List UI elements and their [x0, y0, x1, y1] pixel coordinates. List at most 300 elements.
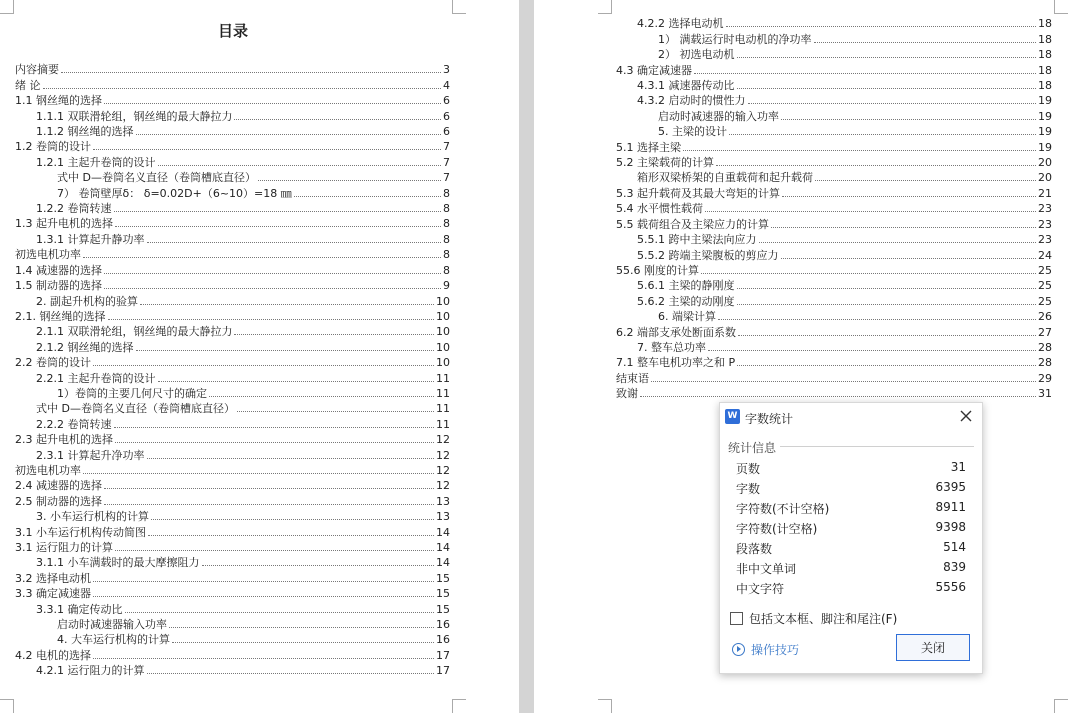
stat-row-non-chinese-words	[736, 560, 966, 580]
toc-entry-page-number: 18	[1038, 32, 1052, 46]
toc-leader-dots	[136, 350, 435, 351]
toc-entry-text: 5.5 载荷组合及主梁应力的计算	[616, 217, 769, 231]
toc-entry[interactable]	[616, 107, 1052, 122]
toc-leader-dots	[93, 596, 434, 597]
toc-leader-dots	[234, 334, 434, 335]
toc-leader-dots	[737, 57, 1037, 58]
toc-entry[interactable]	[616, 92, 1052, 107]
toc-leader-dots	[209, 396, 434, 397]
toc-leader-dots	[738, 335, 1036, 336]
toc-entry-page-number: 7	[443, 155, 450, 169]
toc-entry-page-number: 17	[436, 648, 450, 662]
toc-entry[interactable]	[15, 415, 450, 430]
toc-entry[interactable]	[15, 292, 450, 307]
toc-entry[interactable]	[15, 200, 450, 215]
toc-entry-page-number: 12	[436, 463, 450, 477]
toc-leader-dots	[814, 42, 1037, 43]
toc-entry-text: 式中 D—卷筒名义直径（卷筒槽底直径）	[36, 402, 235, 416]
toc-entry-text: 2.3 起升电机的选择	[15, 433, 113, 447]
stat-row-words	[736, 480, 966, 500]
toc-entry-text: 2. 副起升机构的验算	[36, 294, 138, 308]
include-textbox-checkbox-row[interactable]	[730, 610, 897, 627]
toc-leader-dots	[781, 258, 1037, 259]
toc-entry-text: 4.2.1 运行阻力的计算	[36, 664, 145, 678]
toc-leader-dots	[782, 196, 1036, 197]
stat-label: 非中文单词	[736, 562, 797, 576]
toc-entry[interactable]	[15, 76, 450, 91]
toc-entry-page-number: 8	[443, 186, 450, 200]
toc-entry[interactable]	[616, 30, 1052, 45]
dialog-titlebar[interactable]	[720, 403, 982, 431]
toc-entry[interactable]	[15, 492, 450, 507]
toc-leader-dots	[683, 150, 1036, 151]
toc-entry-text: 2.3.1 计算起升净功率	[36, 448, 145, 462]
toc-entry-page-number: 10	[436, 309, 450, 323]
toc-entry-page-number: 27	[1038, 325, 1052, 339]
toc-entry-page-number: 6	[443, 125, 450, 139]
toc-entry[interactable]	[15, 123, 450, 138]
toc-entry[interactable]	[616, 292, 1052, 307]
toc-entry-page-number: 24	[1038, 248, 1052, 262]
toc-entry[interactable]	[15, 431, 450, 446]
toc-entry-page-number: 29	[1038, 371, 1052, 385]
toc-entry-page-number: 11	[436, 402, 450, 416]
toc-leader-dots	[83, 473, 434, 474]
include-textbox-checkbox[interactable]	[730, 612, 743, 625]
stat-label: 页数	[736, 462, 761, 476]
toc-leader-dots	[729, 134, 1036, 135]
toc-leader-dots	[737, 365, 1036, 366]
toc-leader-dots	[694, 73, 1036, 74]
toc-entry-text: 内容摘要	[15, 63, 59, 77]
toc-entry-page-number: 19	[1038, 140, 1052, 154]
toc-entry[interactable]	[15, 107, 450, 122]
stat-row-chinese-chars	[736, 580, 966, 600]
toc-entry[interactable]	[15, 338, 450, 353]
toc-leader-dots	[61, 72, 441, 73]
toc-entry-page-number: 14	[436, 556, 450, 570]
toc-entry[interactable]	[616, 138, 1052, 153]
toc-entry-text: 4.3.1 减速器传动比	[637, 79, 735, 93]
checkbox-label: 包括文本框、脚注和尾注(F)	[749, 612, 898, 626]
stat-label: 字数	[736, 482, 761, 496]
section-divider	[780, 446, 974, 447]
toc-entry-page-number: 16	[436, 633, 450, 647]
toc-leader-dots	[93, 365, 434, 366]
toc-entry-text: 55.6 刚度的计算	[616, 263, 699, 277]
toc-entry[interactable]	[616, 354, 1052, 369]
toc-entry-page-number: 16	[436, 618, 450, 632]
toc-entry-text: 3.3 确定减速器	[15, 587, 91, 601]
toc-leader-dots	[136, 134, 442, 135]
toc-entry-text: 启动时减速器输入功率	[57, 618, 167, 632]
toc-entry-text: 4.2 电机的选择	[15, 648, 91, 662]
toc-leader-dots	[640, 396, 1036, 397]
toc-list-left	[15, 61, 450, 677]
toc-entry-text: 3.1.1 小车满载时的最大摩擦阻力	[36, 556, 200, 570]
toc-entry-text: 2.2.1 主起升卷筒的设计	[36, 371, 156, 385]
toc-entry[interactable]	[616, 246, 1052, 261]
toc-entry-text: 1.1 钢丝绳的选择	[15, 94, 102, 108]
toc-entry-page-number: 8	[443, 217, 450, 231]
toc-entry[interactable]	[15, 169, 450, 184]
toc-entry-text: 箱形双梁桥架的自重载荷和起升载荷	[637, 171, 813, 185]
toc-entry-page-number: 15	[436, 602, 450, 616]
toc-leader-dots	[737, 88, 1037, 89]
toc-leader-dots	[737, 288, 1037, 289]
stat-row-chars-with-spaces	[736, 520, 966, 540]
toc-entry-text: 3.3.1 确定传动比	[36, 602, 123, 616]
toc-entry-page-number: 4	[443, 78, 450, 92]
toc-entry[interactable]	[15, 462, 450, 477]
toc-entry[interactable]	[15, 230, 450, 245]
toc-entry-page-number: 17	[436, 664, 450, 678]
toc-entry-page-number: 11	[436, 386, 450, 400]
toc-entry[interactable]	[616, 215, 1052, 230]
toc-entry-page-number: 18	[1038, 48, 1052, 62]
toc-leader-dots	[172, 642, 434, 643]
toc-entry-page-number: 10	[436, 294, 450, 308]
toc-leader-dots	[151, 519, 434, 520]
toc-entry-text: 5.6.2 主梁的动刚度	[637, 294, 735, 308]
section-label: 统计信息	[728, 441, 777, 455]
toc-entry-text: 3. 小车运行机构的计算	[36, 510, 149, 524]
toc-leader-dots	[202, 565, 435, 566]
toc-entry[interactable]	[15, 523, 450, 538]
toc-entry-page-number: 20	[1038, 171, 1052, 185]
toc-entry-text: 1.2 卷筒的设计	[15, 140, 91, 154]
page-corner-mark	[452, 0, 466, 14]
toc-leader-dots	[294, 196, 441, 197]
toc-entry-page-number: 19	[1038, 94, 1052, 108]
toc-entry-page-number: 23	[1038, 233, 1052, 247]
toc-leader-dots	[104, 273, 441, 274]
toc-entry-page-number: 8	[443, 202, 450, 216]
stat-value: 839	[943, 560, 966, 574]
toc-leader-dots	[234, 119, 441, 120]
toc-leader-dots	[108, 319, 435, 320]
toc-leader-dots	[148, 535, 434, 536]
toc-entry[interactable]	[616, 61, 1052, 76]
toc-entry-text: 启动时减速器的输入功率	[658, 109, 779, 123]
toc-entry-page-number: 8	[443, 263, 450, 277]
toc-entry-page-number: 6	[443, 94, 450, 108]
toc-entry-page-number: 14	[436, 541, 450, 554]
toc-entry[interactable]	[15, 554, 450, 569]
toc-leader-dots	[705, 211, 1036, 212]
toc-entry[interactable]	[616, 339, 1052, 354]
toc-entry-text: 1.1.2 钢丝绳的选择	[36, 125, 134, 139]
toc-entry-text: 1.2.1 主起升卷筒的设计	[36, 155, 156, 169]
toc-leader-dots	[93, 658, 434, 659]
toc-entry-page-number: 12	[436, 479, 450, 493]
toc-entry-page-number: 14	[436, 525, 450, 539]
page-corner-mark	[1054, 0, 1068, 14]
toc-entry[interactable]	[15, 92, 450, 107]
page-corner-mark	[598, 699, 612, 713]
toc-leader-dots	[781, 119, 1036, 120]
close-icon[interactable]	[958, 408, 974, 424]
page-corner-mark	[0, 699, 14, 713]
toc-entry-page-number: 25	[1038, 279, 1052, 293]
toc-leader-dots	[114, 427, 435, 428]
stat-value: 514	[943, 540, 966, 554]
toc-leader-dots	[737, 304, 1037, 305]
toc-leader-dots	[701, 273, 1036, 274]
toc-entry[interactable]	[15, 215, 450, 230]
toc-entry-text: 初选电机功率	[15, 463, 81, 477]
toc-entry-page-number: 26	[1038, 310, 1052, 324]
toc-entry[interactable]	[616, 262, 1052, 277]
toc-entry-text: 5.1 选择主梁	[616, 140, 681, 154]
toc-entry-page-number: 15	[436, 571, 450, 585]
wps-writer-icon: W	[725, 409, 740, 424]
toc-entry-page-number: 13	[436, 494, 450, 508]
toc-leader-dots	[104, 504, 434, 505]
toc-leader-dots	[114, 211, 442, 212]
toc-entry[interactable]	[15, 184, 450, 199]
stat-value: 31	[950, 460, 966, 474]
toc-entry-page-number: 23	[1038, 217, 1052, 231]
toc-entry-page-number: 10	[436, 356, 450, 370]
stat-value: 5556	[935, 580, 966, 594]
toc-entry[interactable]	[15, 400, 450, 415]
toc-leader-dots	[169, 627, 434, 628]
toc-leader-dots	[708, 350, 1036, 351]
toc-entry[interactable]	[616, 123, 1052, 138]
page-corner-mark	[0, 0, 14, 14]
toc-entry[interactable]	[15, 569, 450, 584]
toc-entry-page-number: 18	[1038, 79, 1052, 93]
toc-leader-dots	[104, 488, 434, 489]
toc-entry[interactable]	[616, 369, 1052, 384]
toc-entry-page-number: 6	[443, 109, 450, 123]
toc-entry-page-number: 8	[443, 248, 450, 262]
toc-entry[interactable]	[616, 15, 1052, 30]
toc-entry[interactable]	[15, 277, 450, 292]
toc-entry[interactable]	[15, 153, 450, 168]
stat-value: 8911	[935, 500, 966, 514]
toc-leader-dots	[115, 442, 434, 443]
toc-leader-dots	[716, 165, 1036, 166]
toc-entry-text: 1.4 减速器的选择	[15, 263, 102, 277]
toc-entry-page-number: 7	[443, 140, 450, 154]
word-count-dialog	[719, 402, 983, 674]
toc-entry-text: 4.3 确定减速器	[616, 63, 692, 77]
toc-entry-page-number: 18	[1038, 63, 1052, 77]
toc-entry[interactable]	[15, 631, 450, 646]
toc-entry-text: 式中 D—卷筒名义直径（卷筒槽底直径）	[57, 171, 256, 185]
toc-entry-text: 7） 卷筒壁厚δ： δ=0.02D+（6~10）=18 ㎜	[57, 186, 292, 200]
toc-entry[interactable]	[616, 323, 1052, 338]
toc-leader-dots	[115, 550, 434, 551]
toc-entry-text: 5. 主梁的设计	[658, 125, 727, 139]
toc-entry-page-number: 10	[436, 325, 450, 339]
toc-entry-text: 致谢	[616, 387, 638, 401]
toc-leader-dots	[748, 103, 1037, 104]
toc-leader-dots	[237, 411, 434, 412]
toc-entry[interactable]	[15, 308, 450, 323]
toc-leader-dots	[93, 581, 434, 582]
stat-value: 6395	[935, 480, 966, 494]
toc-entry[interactable]	[616, 231, 1052, 246]
toc-leader-dots	[158, 165, 442, 166]
toc-entry[interactable]	[15, 369, 450, 384]
toc-title: 目录	[217, 22, 248, 40]
toc-entry-text: 6.2 端部支承处断面系数	[616, 325, 736, 339]
toc-leader-dots	[158, 381, 435, 382]
toc-entry-page-number: 25	[1038, 263, 1052, 277]
play-circle-icon	[732, 643, 745, 656]
toc-entry-text: 7. 整车总功率	[637, 340, 706, 354]
toc-entry-page-number: 10	[436, 340, 450, 354]
stat-row-chars-no-spaces	[736, 500, 966, 520]
stat-value: 9398	[935, 520, 966, 534]
toc-entry-page-number: 11	[436, 417, 450, 431]
stat-row-pages	[736, 460, 966, 480]
toc-entry[interactable]	[15, 616, 450, 631]
toc-entry-text: 5.6.1 主梁的静刚度	[637, 279, 735, 293]
toc-leader-dots	[104, 288, 441, 289]
tips-label: 操作技巧	[751, 643, 800, 657]
toc-entry-text: 初选电机功率	[15, 248, 81, 262]
toc-entry[interactable]	[616, 77, 1052, 92]
toc-entry-page-number: 28	[1038, 340, 1052, 354]
toc-entry[interactable]	[616, 169, 1052, 184]
toc-entry-page-number: 8	[443, 232, 450, 246]
toc-entry-text: 2.2 卷筒的设计	[15, 356, 91, 370]
toc-entry-page-number: 19	[1038, 109, 1052, 123]
toc-entry-page-number: 9	[443, 279, 450, 293]
toc-entry[interactable]	[15, 646, 450, 661]
toc-entry-page-number: 12	[436, 448, 450, 462]
toc-entry[interactable]	[15, 261, 450, 276]
toc-entry[interactable]	[616, 200, 1052, 215]
toc-entry-text: 7.1 整车电机功率之和 P	[616, 356, 736, 370]
toc-entry[interactable]	[616, 154, 1052, 169]
toc-entry-text: 1.3 起升电机的选择	[15, 217, 113, 231]
toc-entry-text: 5.3 起升载荷及其最大弯矩的计算	[616, 186, 780, 200]
toc-entry[interactable]	[15, 385, 450, 400]
toc-entry-page-number: 28	[1038, 356, 1052, 370]
toc-entry[interactable]	[15, 539, 450, 554]
toc-entry[interactable]	[616, 46, 1052, 61]
toc-leader-dots	[125, 612, 435, 613]
toc-entry-page-number: 23	[1038, 202, 1052, 216]
toc-entry[interactable]	[15, 600, 450, 615]
toc-entry-text: 1）卷筒的主要几何尺寸的确定	[57, 386, 207, 400]
toc-entry-page-number: 20	[1038, 156, 1052, 170]
toc-entry-page-number: 3	[443, 63, 450, 77]
toc-entry-text: 5.5.1 跨中主梁法向应力	[637, 233, 757, 247]
toc-leader-dots	[104, 103, 441, 104]
toc-entry[interactable]	[15, 508, 450, 523]
toc-entry[interactable]	[15, 477, 450, 492]
toc-entry[interactable]	[616, 385, 1052, 400]
toc-entry[interactable]	[616, 277, 1052, 292]
dialog-title: 字数统计	[745, 412, 794, 426]
stat-label: 字符数(不计空格)	[736, 502, 830, 516]
toc-leader-dots	[140, 304, 434, 305]
toc-leader-dots	[718, 319, 1036, 320]
toc-leader-dots	[651, 381, 1036, 382]
toc-entry[interactable]	[15, 138, 450, 153]
toc-entry-text: 1.2.2 卷筒转速	[36, 202, 112, 216]
toc-entry-text: 绪 论	[15, 78, 41, 92]
toc-entry-page-number: 11	[436, 371, 450, 385]
toc-entry[interactable]	[15, 446, 450, 461]
toc-entry-text: 5.5.2 跨端主梁腹板的剪应力	[637, 248, 779, 262]
toc-leader-dots	[759, 242, 1037, 243]
toc-entry[interactable]	[15, 246, 450, 261]
toc-entry-text: 1.3.1 计算起升静功率	[36, 232, 145, 246]
toc-entry-text: 2.5 制动器的选择	[15, 494, 102, 508]
tips-link[interactable]	[732, 641, 799, 658]
toc-entry-text: 5.4 水平惯性载荷	[616, 202, 703, 216]
toc-entry-page-number: 19	[1038, 125, 1052, 139]
toc-entry[interactable]	[616, 308, 1052, 323]
toc-entry-text: 4.2.2 选择电动机	[637, 17, 724, 31]
toc-leader-dots	[815, 180, 1036, 181]
toc-entry-text: 6. 端梁计算	[658, 310, 716, 324]
toc-entry-text: 3.1 运行阻力的计算	[15, 541, 113, 554]
toc-entry-text: 2.2.2 卷筒转速	[36, 417, 112, 431]
toc-entry-text: 2.1. 钢丝绳的选择	[15, 309, 106, 323]
toc-entry-page-number: 25	[1038, 294, 1052, 308]
toc-entry[interactable]	[15, 323, 450, 338]
toc-entry-text: 1.1.1 双联滑轮组，钢丝绳的最大静拉力	[36, 109, 233, 123]
toc-entry[interactable]	[15, 585, 450, 600]
toc-entry-text: 4.3.2 启动时的惯性力	[637, 94, 746, 108]
toc-entry-text: 结束语	[616, 371, 649, 385]
toc-leader-dots	[83, 257, 441, 258]
toc-leader-dots	[147, 242, 442, 243]
toc-entry-text: 2.1.1 双联滑轮组，钢丝绳的最大静拉力	[36, 325, 233, 339]
toc-entry[interactable]	[15, 662, 450, 677]
toc-leader-dots	[115, 226, 441, 227]
toc-entry-page-number: 13	[436, 510, 450, 524]
page-gap	[519, 0, 534, 713]
toc-entry-text: 1） 满载运行时电动机的净功率	[658, 32, 812, 46]
page-corner-mark	[598, 0, 612, 14]
toc-leader-dots	[147, 458, 435, 459]
toc-list-right	[616, 15, 1052, 400]
toc-leader-dots	[147, 673, 435, 674]
toc-entry-page-number: 18	[1038, 17, 1052, 31]
toc-entry-text: 2.4 减速器的选择	[15, 479, 102, 493]
toc-entry-text: 1.5 制动器的选择	[15, 279, 102, 293]
stat-row-paragraphs	[736, 540, 966, 560]
toc-entry[interactable]	[15, 354, 450, 369]
page-corner-mark	[452, 699, 466, 713]
stat-label: 段落数	[736, 542, 773, 556]
toc-entry-text: 2） 初选电动机	[658, 48, 735, 62]
toc-leader-dots	[771, 227, 1036, 228]
stat-label: 中文字符	[736, 582, 785, 596]
toc-entry-text: 3.2 选择电动机	[15, 571, 91, 585]
toc-entry-page-number: 21	[1038, 186, 1052, 200]
close-button[interactable]: 关闭	[896, 634, 970, 661]
page-corner-mark	[1054, 699, 1068, 713]
toc-entry-text: 2.1.2 钢丝绳的选择	[36, 340, 134, 354]
stat-label: 字符数(计空格)	[736, 522, 818, 536]
toc-entry-text: 3.1 小车运行机构传动简图	[15, 525, 146, 539]
toc-entry-page-number: 12	[436, 433, 450, 447]
toc-leader-dots	[726, 26, 1037, 27]
toc-entry[interactable]	[15, 61, 450, 76]
toc-entry-text: 5.2 主梁载荷的计算	[616, 156, 714, 170]
toc-entry[interactable]	[616, 184, 1052, 199]
